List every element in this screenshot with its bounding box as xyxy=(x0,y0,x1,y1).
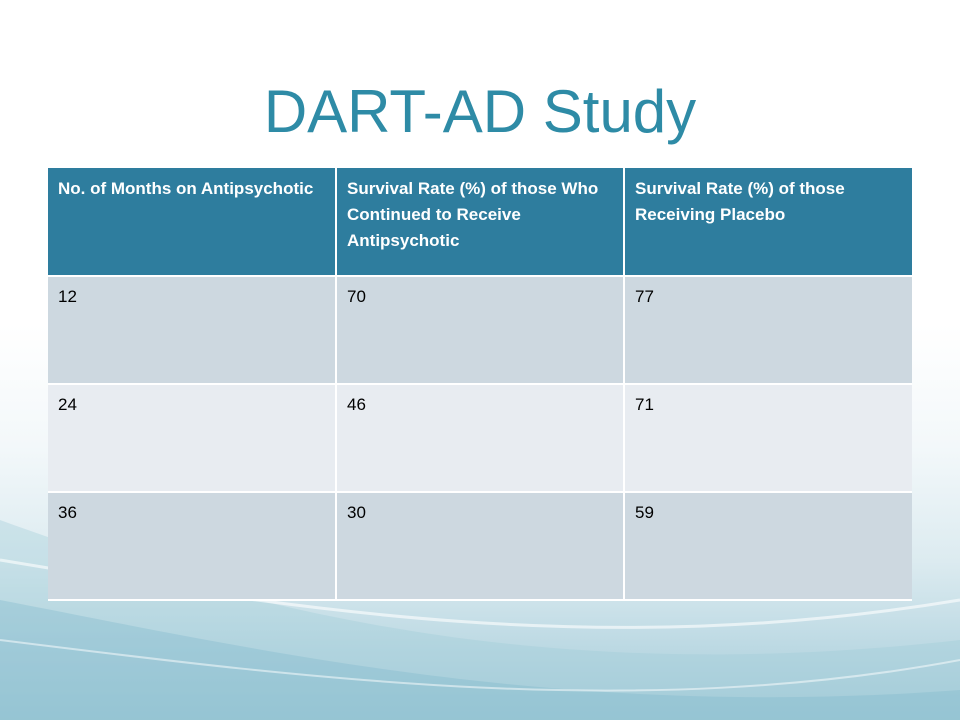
table-row xyxy=(48,276,912,384)
header-placebo-survival: Survival Rate (%) of those Receiving Placebo xyxy=(624,168,912,276)
cell-placebo-survival: 77 xyxy=(624,276,912,384)
cell-months: 12 xyxy=(48,276,336,384)
header-months: No. of Months on Antipsychotic xyxy=(48,168,336,276)
cell-months: 36 xyxy=(48,492,336,600)
slide-title: DART-AD Study xyxy=(263,78,697,145)
cell-antipsychotic-survival: 70 xyxy=(336,276,624,384)
header-antipsychotic-survival: Survival Rate (%) of those Who Continued to Receive Antipsychotic xyxy=(336,168,624,276)
cell-antipsychotic-survival: 46 xyxy=(336,384,624,492)
survival-rate-table xyxy=(48,168,912,601)
cell-placebo-survival: 71 xyxy=(624,384,912,492)
cell-placebo-survival: 59 xyxy=(624,492,912,600)
table-row xyxy=(48,384,912,492)
cell-antipsychotic-survival: 30 xyxy=(336,492,624,600)
table-header-row xyxy=(48,168,912,276)
table-row xyxy=(48,492,912,600)
cell-months: 24 xyxy=(48,384,336,492)
